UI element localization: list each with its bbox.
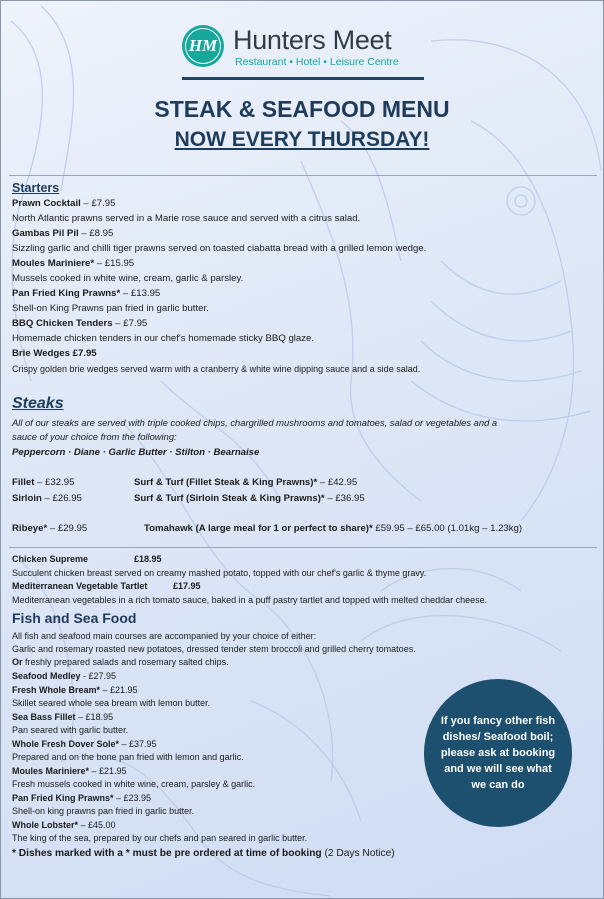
menu-item-desc: Sizzling garlic and chilli tiger prawns served on toasted ciabatta bread with a grilled lemon wedge. — [12, 243, 427, 254]
menu-item-price: £18.95 — [134, 554, 162, 564]
menu-item-desc: Fresh mussels cooked in white wine, cream, parsley & garlic. — [12, 779, 256, 789]
menu-item-desc: Pan seared with garlic butter. — [12, 725, 129, 735]
menu-item-name: Whole Lobster* – £45.00 — [12, 820, 116, 830]
menu-item-name: Mediterranean Vegetable Tartlet — [12, 581, 148, 591]
steaks-heading: Steaks — [12, 395, 64, 412]
menu-item-desc: Skillet seared whole sea bream with lemon butter. — [12, 698, 211, 708]
menu-item-name: Brie Wedges £7.95 — [12, 348, 97, 359]
brand-tagline: Restaurant • Hotel • Leisure Centre — [235, 56, 399, 68]
menu-item-desc: Mussels cooked in white wine, cream, garlic & parsley. — [12, 273, 244, 284]
menu-item-desc: Homemade chicken tenders in our chef's homemade sticky BBQ glaze. — [12, 333, 315, 344]
fish-intro: Garlic and rosemary roasted new potatoes, dressed tender stem broccoli and grilled cherry tomatoes. — [12, 644, 416, 654]
steaks-intro: All of our steaks are served with triple cooked chips, chargrilled mushrooms and tomatoes, salad or vegetables and a — [12, 417, 498, 428]
menu-item-name: Prawn Cocktail – £7.95 — [12, 198, 116, 209]
menu-item-name: Moules Mariniere* – £21.95 — [12, 766, 127, 776]
steak-ribeye: Ribeye* – £29.95 — [12, 523, 88, 534]
steak-surf-turf-fillet: Surf & Turf (Fillet Steak & King Prawns)* – £42.95 — [134, 477, 358, 488]
brand-name: Hunters Meet — [233, 25, 392, 55]
steaks-intro: sauce of your choice from the following: — [12, 431, 177, 442]
menu-item-name: Seafood Medley - £27.95 — [12, 671, 117, 681]
menu-item-name: Sea Bass Fillet – £18.95 — [12, 712, 114, 722]
logo-underline — [182, 77, 424, 80]
logo-monogram: HM — [182, 25, 224, 67]
menu-item-desc: Succulent chicken breast served on creamy mashed potato, topped with our chef's garlic & thyme gravy. — [12, 568, 427, 578]
menu-item-name: Gambas Pil Pil – £8.95 — [12, 228, 114, 239]
menu-item-name: Fresh Whole Bream* – £21.95 — [12, 685, 138, 695]
starters-heading: Starters — [12, 181, 60, 195]
menu-item-desc: Mediterranean vegetables in a rich tomato sauce, baked in a puff pastry tartlet and topped with melted cheddar cheese. — [12, 595, 488, 605]
menu-item-desc: Crispy golden brie wedges served warm with a cranberry & white wine dipping sauce and a side salad. — [12, 364, 421, 374]
menu-item-desc: North Atlantic prawns served in a Marie rose sauce and served with a citrus salad. — [12, 213, 361, 224]
menu-item-name: Moules Mariniere* – £15.95 — [12, 258, 135, 269]
divider — [9, 175, 597, 176]
info-bubble: If you fancy other fish dishes/ Seafood boil; please ask at booking and we will see what we can do — [424, 679, 572, 827]
steak-sirloin: Sirloin – £26.95 — [12, 493, 82, 504]
menu-item-desc: Shell-on king prawns pan fried in garlic butter. — [12, 806, 195, 816]
menu-item-name: Pan Fried King Prawns* – £23.95 — [12, 793, 152, 803]
steak-surf-turf-sirloin: Surf & Turf (Sirloin Steak & King Prawns)* – £36.95 — [134, 493, 365, 504]
menu-item-name: Chicken Supreme — [12, 554, 89, 564]
steak-fillet: Fillet – £32.95 — [12, 477, 75, 488]
fish-intro: Or freshly prepared salads and rosemary salted chips. — [12, 657, 229, 667]
menu-item-name: Pan Fried King Prawns* – £13.95 — [12, 288, 161, 299]
menu-item-price: £17.95 — [173, 581, 201, 591]
menu-subtitle: NOW EVERY THURSDAY! — [174, 128, 430, 151]
menu-title: STEAK & SEAFOOD MENU — [154, 96, 450, 122]
fish-intro: All fish and seafood main courses are accompanied by your choice of either: — [12, 631, 317, 641]
fish-heading: Fish and Sea Food — [12, 610, 137, 626]
menu-item-name: Whole Fresh Dover Sole* – £37.95 — [12, 739, 157, 749]
menu-item-desc: The king of the sea, prepared by our chefs and pan seared in garlic butter. — [12, 833, 308, 843]
divider — [9, 547, 597, 548]
steak-tomahawk: Tomahawk (A large meal for 1 or perfect to share)* £59.95 – £65.00 (1.01kg – 1.23kg) — [144, 523, 523, 534]
steak-sauces: Peppercorn · Diane · Garlic Butter · Stilton · Bearnaise — [12, 447, 260, 458]
menu-item-desc: Prepared and on the bone pan fried with lemon and garlic. — [12, 752, 244, 762]
menu-item-name: BBQ Chicken Tenders – £7.95 — [12, 318, 148, 329]
menu-item-desc: Shell-on King Prawns pan fried in garlic butter. — [12, 303, 209, 314]
preorder-footnote: * Dishes marked with a * must be pre ordered at time of booking (2 Days Notice) — [12, 848, 395, 859]
